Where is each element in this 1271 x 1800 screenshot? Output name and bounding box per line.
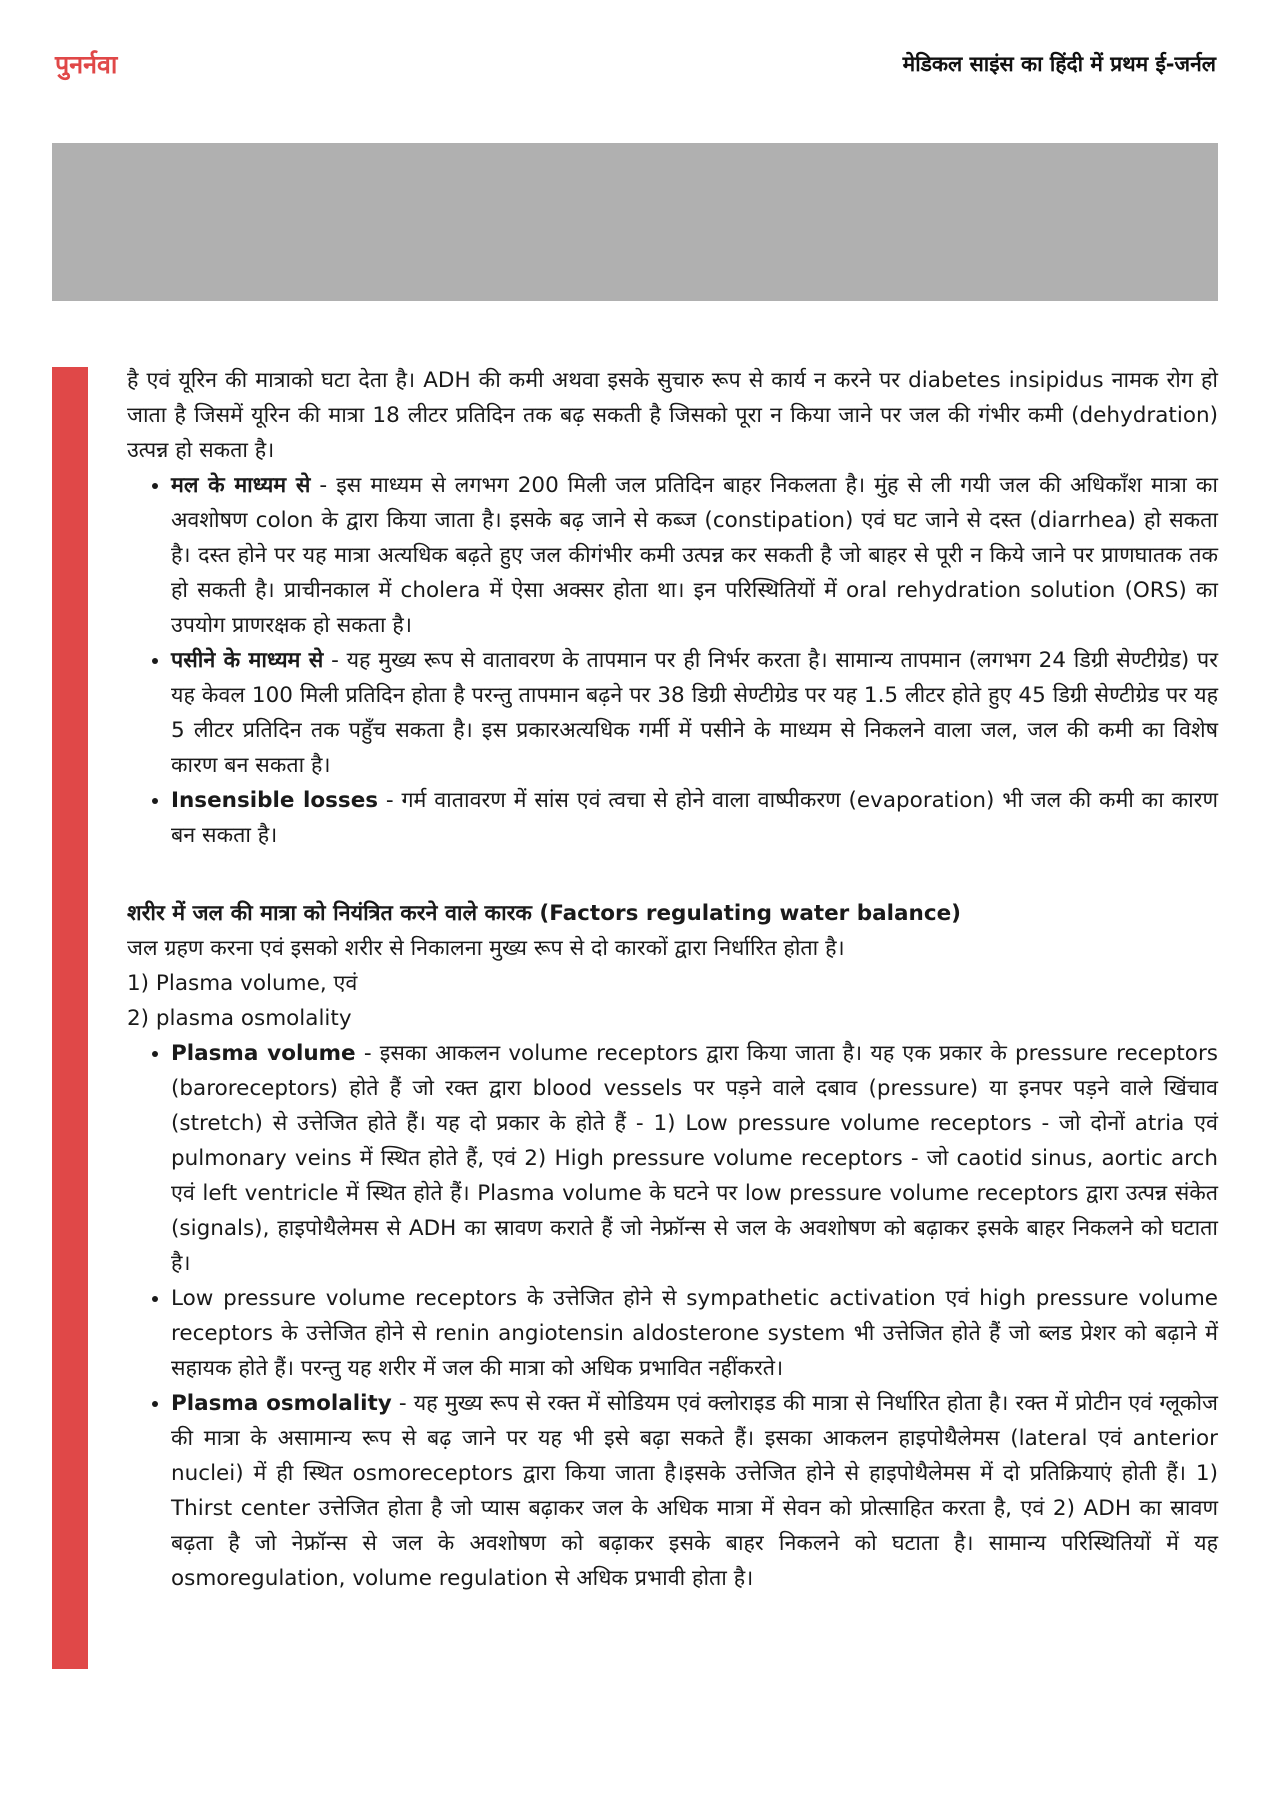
- section-heading: शरीर में जल की मात्रा को नियंत्रित करने वाले कारक (Factors regulating water balance): [127, 901, 962, 926]
- list-item-term: Plasma volume: [171, 1041, 356, 1066]
- list-item-text: - यह मुख्य रूप से रक्त में सोडियम एवं क्लोराइड की मात्रा से निर्धारित होता है। रक्त में प्रोटीन एवं ग्लूकोज की मात्रा के असामान्य रूप से बढ़ जाने पर यह भी इसे बढ़ा सकते हैं। इसका आकलन हाइपोथैलेमस (lateral एवं anterior nuclei) में ही स्थित osmoreceptors द्वारा किया जाता है।इसके उत्तेजित होने से हाइपोथैलेमस में दो प्रतिक्रियाएं होती हैं। 1) Thirst center उत्तेजित होता है जो प्यास बढ़ाकर जल के अधिक मात्रा में सेवन को प्रोत्साहित करता है, एवं 2) ADH का स्रावण बढ़ता है जो नेफ्रॉन्स से जल के अवशोषण को बढ़ाकर इसके बाहर निकलने को घटाता है। सामान्य परिस्थितियों में यह osmoregulation, volume regulation से अधिक प्रभावी होता है।: [171, 1391, 1219, 1591]
- list-item-text: - इस माध्यम से लगभग 200 मिली जल प्रतिदिन बाहर निकलता है। मुंह से ली गयी जल की अधिकाँश मात्रा का अवशोषण colon के द्वारा किया जाता है। इसके बढ़ जाने से कब्ज (constipation) एवं घट जाने से दस्त (diarrhea) हो सकता है। दस्त होने पर यह मात्रा अत्यधिक बढ़ते हुए जल कीगंभीर कमी उत्पन्न कर सकती है जो बाहर से पूरी न किये जाने पर प्राणघातक तक हो सकती है। प्राचीनकाल में cholera में ऐसा अक्सर होता था। इन परिस्थितियों में oral rehydration solution (ORS) का उपयोग प्राणरक्षक हो सकता है।: [171, 473, 1218, 638]
- header-banner: [52, 143, 1218, 301]
- list-item-stool: [171, 468, 1218, 643]
- article-body: [127, 363, 1218, 1596]
- journal-tagline: मेडिकल साइंस का हिंदी में प्रथम ई-जर्नल: [902, 52, 1216, 76]
- accent-bar: [52, 367, 88, 1669]
- section-spacer: [127, 853, 1218, 896]
- list-item-text: Low pressure volume receptors के उत्तेजित होने से sympathetic activation एवं high pressure volume receptors के उत्तेजित होने से renin angiotensin aldosterone system भी उत्तेजित होते हैं जो ब्लड प्रेशर को बढ़ाने में सहायक होते हैं। परन्तु यह शरीर में जल की मात्रा को अधिक प्रभावित नहींकरते।: [171, 1286, 1218, 1381]
- intro-paragraph: है एवं यूरिन की मात्राको घटा देता है। ADH की कमी अथवा इसके सुचारु रूप से कार्य न करने पर diabetes insipidus नामक रोग हो जाता है जिसमें यूरिन की मात्रा 18 लीटर प्रतिदिन तक बढ़ सकती है जिसको पूरा न किया जाने पर जल की गंभीर कमी (dehydration) उत्पन्न हो सकता है।: [127, 368, 1218, 463]
- factor-line-2: 2) plasma osmolality: [127, 1006, 352, 1031]
- list-item-term: मल के माध्यम से: [171, 473, 311, 498]
- factor-line-1: 1) Plasma volume, एवं: [127, 971, 358, 996]
- list-item-term: Insensible losses: [171, 788, 379, 813]
- list-item-plasma-volume: [171, 1036, 1218, 1281]
- factors-list: [127, 1036, 1218, 1596]
- list-item-term: पसीने के माध्यम से: [171, 648, 324, 673]
- list-item-text: - इसका आकलन volume receptors द्वारा किया जाता है। यह एक प्रकार के pressure receptors (baroreceptors) होते हैं जो रक्त द्वारा blood vessels पर पड़ने वाले दबाव (pressure) या इनपर पड़ने वाले खिंचाव (stretch) से उत्तेजित होते हैं। यह दो प्रकार के होते हैं - 1) Low pressure volume receptors - जो दोनों atria एवं pulmonary veins में स्थित होते हैं, एवं 2) High pressure volume receptors - जो caotid sinus, aortic arch एवं left ventricle में स्थित होते हैं। Plasma volume के घटने पर low pressure volume receptors द्वारा उत्पन्न संकेत (signals), हाइपोथैलेमस से ADH का स्रावण कराते हैं जो नेफ्रॉन्स से जल के अवशोषण को बढ़ाकर इसके बाहर निकलने को घटाता है।: [171, 1041, 1219, 1276]
- section-lead: जल ग्रहण करना एवं इसको शरीर से निकालना मुख्य रूप से दो कारकों द्वारा निर्धारित होता है।: [127, 936, 845, 961]
- water-loss-list: [127, 468, 1218, 853]
- list-item-sweat: [171, 643, 1218, 783]
- list-item-text: - यह मुख्य रूप से वातावरण के तापमान पर ही निर्भर करता है। सामान्य तापमान (लगभग 24 डिग्री सेण्टीग्रेड) पर यह केवल 100 मिली प्रतिदिन होता है परन्तु तापमान बढ़ने पर 38 डिग्री सेण्टीग्रेड पर यह 1.5 लीटर होते हुए 45 डिग्री सेण्टीग्रेड पर यह 5 लीटर प्रतिदिन तक पहुँच सकता है। इस प्रकारअत्यधिक गर्मी में पसीने के माध्यम से निकलने वाला जल, जल की कमी का विशेष कारण बन सकता है।: [171, 648, 1218, 778]
- journal-brand: पुनर्नवा: [55, 50, 118, 79]
- list-item-plasma-osmolality: [171, 1386, 1218, 1596]
- list-item-term: Plasma osmolality: [171, 1391, 392, 1416]
- list-item-text: - गर्म वातावरण में सांस एवं त्वचा से होने वाला वाष्पीकरण (evaporation) भी जल की कमी का कारण बन सकता है।: [171, 788, 1218, 848]
- list-item-receptors: [171, 1281, 1218, 1386]
- list-item-insensible: [171, 783, 1218, 853]
